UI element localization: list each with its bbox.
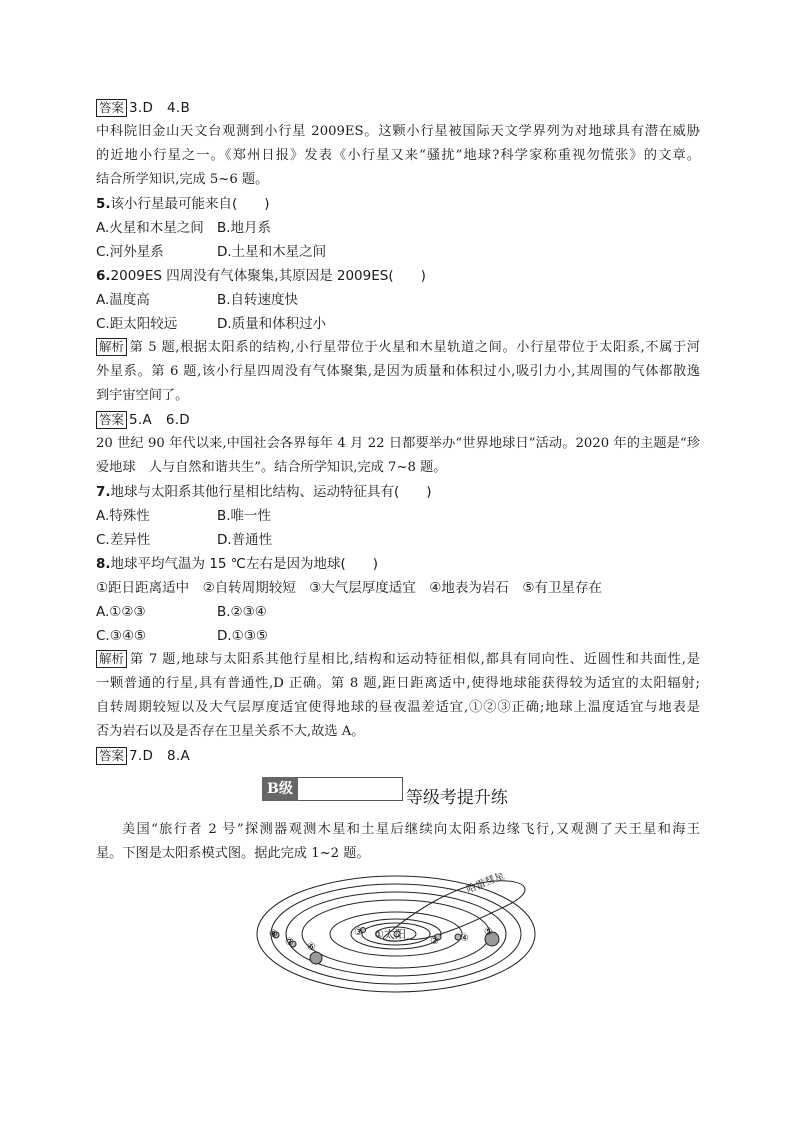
intro-7-8-line-2: 爱地球 人与自然和谐共生”。结合所学知识,完成 7~8 题。 xyxy=(96,460,447,475)
analysis-tag: 解析 xyxy=(96,338,127,356)
sun-label: ①太阳 xyxy=(374,928,406,941)
answer-tag: 答案 xyxy=(96,747,127,765)
analysis-5-6-line-1: 解析 第 5 题,根据太阳系的结构,小行星带位于火星和木星轨道之间。小行星带位于太阳系,不属于河 xyxy=(96,336,700,360)
section-header xyxy=(262,776,508,808)
section-title: 等级考提升练 xyxy=(405,787,508,808)
question-8-options-row-2 xyxy=(96,624,700,648)
answer-7-8: 答案 7.D 8.A xyxy=(96,744,700,768)
planet-3-num: ③ xyxy=(354,927,363,938)
question-5-options-row-2 xyxy=(96,240,700,264)
option-c[interactable]: C.③④⑤ xyxy=(96,628,147,644)
intro-1-2-line-2: 星。下图是太阳系模式图。据此完成 1~2 题。 xyxy=(96,846,370,861)
analysis-7-8-line-3: 自转周期较短以及大气层厚度适宜使得地球的昼夜温差适宜,①②③正确;地球上温度适宜与地表是 xyxy=(96,700,700,715)
planet-7-num: ⑦ xyxy=(285,937,294,948)
comet-label: 哈雷彗星 xyxy=(465,873,507,896)
analysis-tag: 解析 xyxy=(96,650,127,668)
question-6: 6.2009ES 四周没有气体聚集,其原因是 2009ES( ) xyxy=(96,268,426,284)
question-8-items: ①距日距离适中 ②自转周期较短 ③大气层厚度适宜 ④地表为岩石 ⑤有卫星存在 xyxy=(96,580,603,596)
analysis-7-8-line-4: 否为岩石以及是否存在卫星关系不大,故选 A。 xyxy=(96,724,365,739)
planet-4-num: ④ xyxy=(460,933,469,944)
option-c[interactable]: C.距太阳较远 xyxy=(96,316,178,332)
question-6-options-row-1 xyxy=(96,288,700,312)
option-d[interactable]: D.①③⑤ xyxy=(217,628,268,644)
analysis-5-6-line-2: 外星系。第 6 题,该小行星四周没有气体聚集,是因为质量和体积过小,吸引力小,其周围的气体都散逸 xyxy=(96,364,700,379)
answer-tag: 答案 xyxy=(96,99,127,117)
analysis-7-8-line-1: 解析 第 7 题,地球与太阳系其他行星相比,结构和运动特征相似,都具有同向性、近圆性和共面性,是 xyxy=(96,648,700,672)
analysis-7-8-line-2: 一颗普通的行星,具有普通性,D 正确。第 8 题,距日距离适中,使得地球能获得较为适宜的太阳辐射; xyxy=(96,676,700,691)
solar-system-diagram xyxy=(256,873,536,1005)
answer-5-6: 答案 5.A 6.D xyxy=(96,408,700,432)
intro-7-8-line-1: 20 世纪 90 年代以来,中国社会各界每年 4 月 22 日都要举办“世界地球日”活动。2020 年的主题是“珍 xyxy=(96,436,700,451)
question-8: 8.地球平均气温为 15 ℃左右是因为地球( ) xyxy=(96,556,378,572)
option-d[interactable]: D.质量和体积过小 xyxy=(217,316,327,332)
answer-3-4: 答案 3.D 4.B xyxy=(96,96,700,120)
intro-5-6-line-2: 的近地小行星之一。《郑州日报》发表《小行星又来“骚扰”地球?科学家称重视勿慌张》的文章。 xyxy=(96,148,700,163)
answer-tag: 答案 xyxy=(96,411,127,429)
page-body xyxy=(96,96,700,768)
question-7: 7.地球与太阳系其他行星相比结构、运动特征具有( ) xyxy=(96,484,432,500)
option-b[interactable]: B.地月系 xyxy=(217,220,272,236)
question-5-options-row-1 xyxy=(96,216,700,240)
solar-system-svg xyxy=(256,873,536,1001)
intro-1-2 xyxy=(96,818,700,866)
question-7-options-row-2 xyxy=(96,528,700,552)
option-a[interactable]: A.温度高 xyxy=(96,292,150,308)
intro-5-6-line-1: 中科院旧金山天文台观测到小行星 2009ES。这颗小行星被国际天文学界列为对地球具有潜在威胁 xyxy=(96,124,700,139)
option-c[interactable]: C.差异性 xyxy=(96,532,151,548)
intro-5-6-line-3: 结合所学知识,完成 5~6 题。 xyxy=(96,172,269,187)
option-a[interactable]: A.特殊性 xyxy=(96,508,150,524)
question-5: 5.该小行星最可能来自( ) xyxy=(96,196,270,212)
planet-8-num: ⑧ xyxy=(269,929,278,940)
planet-6-num: ⑥ xyxy=(307,942,316,953)
level-badge: B级 xyxy=(262,777,298,801)
question-8-options-row-1 xyxy=(96,600,700,624)
question-6-options-row-2 xyxy=(96,312,700,336)
option-a[interactable]: A.火星和木星之间 xyxy=(96,220,204,236)
planet-5-num: ⑤ xyxy=(484,927,493,938)
option-d[interactable]: D.土星和木星之间 xyxy=(217,244,327,260)
option-c[interactable]: C.河外星系 xyxy=(96,244,164,260)
option-b[interactable]: B.自转速度快 xyxy=(217,292,299,308)
badge-underline xyxy=(298,777,403,801)
question-7-options-row-1 xyxy=(96,504,700,528)
planet-2-num: ② xyxy=(430,936,439,947)
option-b[interactable]: B.唯一性 xyxy=(217,508,272,524)
option-b[interactable]: B.②③④ xyxy=(217,604,267,620)
option-d[interactable]: D.普通性 xyxy=(217,532,273,548)
option-a[interactable]: A.①②③ xyxy=(96,604,146,620)
analysis-5-6-line-3: 到宇宙空间了。 xyxy=(96,388,189,403)
planet-6 xyxy=(310,952,322,964)
intro-1-2-line-1: 美国“旅行者 2 号”探测器观测木星和土星后继续向太阳系边缘飞行,又观测了天王星和海王 xyxy=(122,822,700,837)
